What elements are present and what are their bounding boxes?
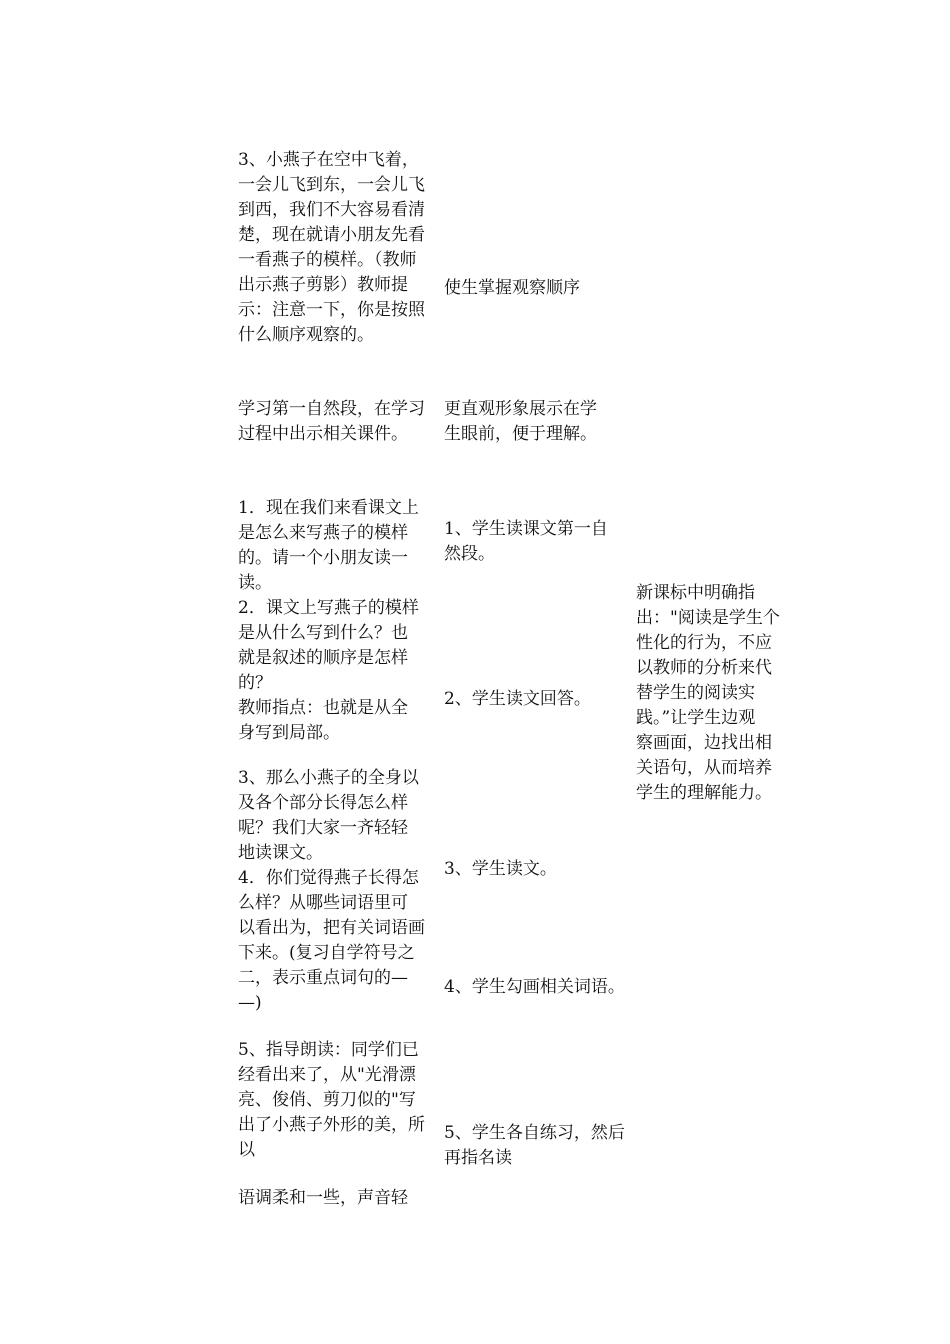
text-line: 是从什么写到什么？也 — [238, 623, 408, 643]
text-line: 5、学生各自练习，然后 — [444, 1123, 625, 1143]
text-line: 的？ — [238, 673, 272, 693]
text-line: 4．你们觉得燕子长得怎 — [238, 868, 419, 888]
text-line: 生眼前，便于理解。 — [444, 424, 597, 444]
text-line: 就是叙述的顺序是怎样 — [238, 648, 408, 668]
text-line: 替学生的阅读实 — [636, 683, 755, 703]
text-line: 以看出为，把有关词语画 — [238, 918, 425, 938]
text-line: 学习第一自然段，在学习 — [238, 399, 425, 419]
text-line: 地读课文。 — [238, 843, 323, 863]
text-line: 一会儿飞到东，一会儿飞 — [238, 175, 425, 195]
purpose-visual-display — [444, 397, 640, 447]
text-line: 出："阅读是学生个 — [636, 608, 780, 628]
teacher-activity-guided-reading — [238, 1038, 444, 1163]
text-line: 经看出来了，从"光滑漂 — [238, 1065, 416, 1085]
text-line: 新课标中明确指 — [636, 583, 755, 603]
text-line: 使生掌握观察顺序 — [444, 278, 580, 298]
text-line: 察画面，边找出相 — [636, 733, 772, 753]
text-line: 是怎么来写燕子的模样 — [238, 523, 408, 543]
teacher-activity-reading-questions — [238, 496, 444, 746]
text-line: 2、学生读文回答。 — [444, 689, 591, 709]
text-line: 5、指导朗读：同学们已 — [238, 1040, 419, 1060]
text-line: 亮、俊俏、剪刀似的"写 — [238, 1090, 416, 1110]
text-line: 读。 — [238, 573, 272, 593]
text-line: 语调柔和一些，声音轻 — [238, 1188, 408, 1208]
text-line: 一看燕子的模样。（教师 — [238, 250, 417, 270]
text-line: 过程中出示相关课件。 — [238, 424, 408, 444]
text-line: 以教师的分析来代 — [636, 658, 772, 678]
text-line: 更直观形象展示在学 — [444, 399, 597, 419]
text-line: 再指名读 — [444, 1148, 512, 1168]
student-practice-read — [444, 1121, 640, 1171]
text-line: 4、学生勾画相关词语。 — [444, 977, 625, 997]
text-line: 身写到局部。 — [238, 723, 340, 743]
text-line: 出了小燕子外形的美，所 — [238, 1115, 425, 1135]
text-line: 性化的行为，不应 — [636, 633, 772, 653]
student-read-paragraph — [444, 517, 640, 567]
text-line: 关语句，从而培养 — [636, 758, 772, 778]
text-line: 3、那么小燕子的全身以 — [238, 768, 419, 788]
purpose-observation-order — [444, 276, 640, 301]
text-line: 2．课文上写燕子的模样 — [238, 598, 419, 618]
text-line: 楚，现在就请小朋友先看 — [238, 225, 425, 245]
teacher-activity-courseware — [238, 397, 444, 447]
text-line: 践。”让学生边观 — [636, 708, 756, 728]
teacher-activity-appearance — [238, 766, 444, 1016]
student-read-text — [444, 857, 640, 882]
text-line: 教师指点：也就是从全 — [238, 698, 408, 718]
text-line: 1、学生读课文第一自 — [444, 519, 608, 539]
text-line: 呢？我们大家一齐轻轻 — [238, 818, 408, 838]
text-line: 学生的理解能力。 — [636, 783, 772, 803]
text-line: —) — [238, 993, 262, 1013]
text-line: 3、小燕子在空中飞着， — [238, 150, 419, 170]
teacher-activity-observe — [238, 148, 444, 348]
text-line: 下来。(复习自学符号之 — [238, 943, 415, 963]
text-line: 到西，我们不大容易看清 — [238, 200, 425, 220]
text-line: 出示燕子剪影）教师提 — [238, 275, 408, 295]
teacher-activity-tone — [238, 1186, 444, 1211]
text-line: 的。请一个小朋友读一 — [238, 548, 408, 568]
text-line: 什么顺序观察的。 — [238, 325, 374, 345]
text-line: 么样？从哪些词语里可 — [238, 893, 408, 913]
text-line: 1．现在我们来看课文上 — [238, 498, 419, 518]
text-line: 3、学生读文。 — [444, 859, 557, 879]
text-line: 以 — [238, 1140, 255, 1160]
design-rationale — [636, 581, 796, 806]
student-mark-words — [444, 975, 640, 1000]
text-line: 二，表示重点词句的— — [238, 968, 408, 988]
text-line: 然段。 — [444, 544, 495, 564]
student-read-answer — [444, 687, 640, 712]
text-line: 示：注意一下，你是按照 — [238, 300, 425, 320]
text-line: 及各个部分长得怎么样 — [238, 793, 408, 813]
